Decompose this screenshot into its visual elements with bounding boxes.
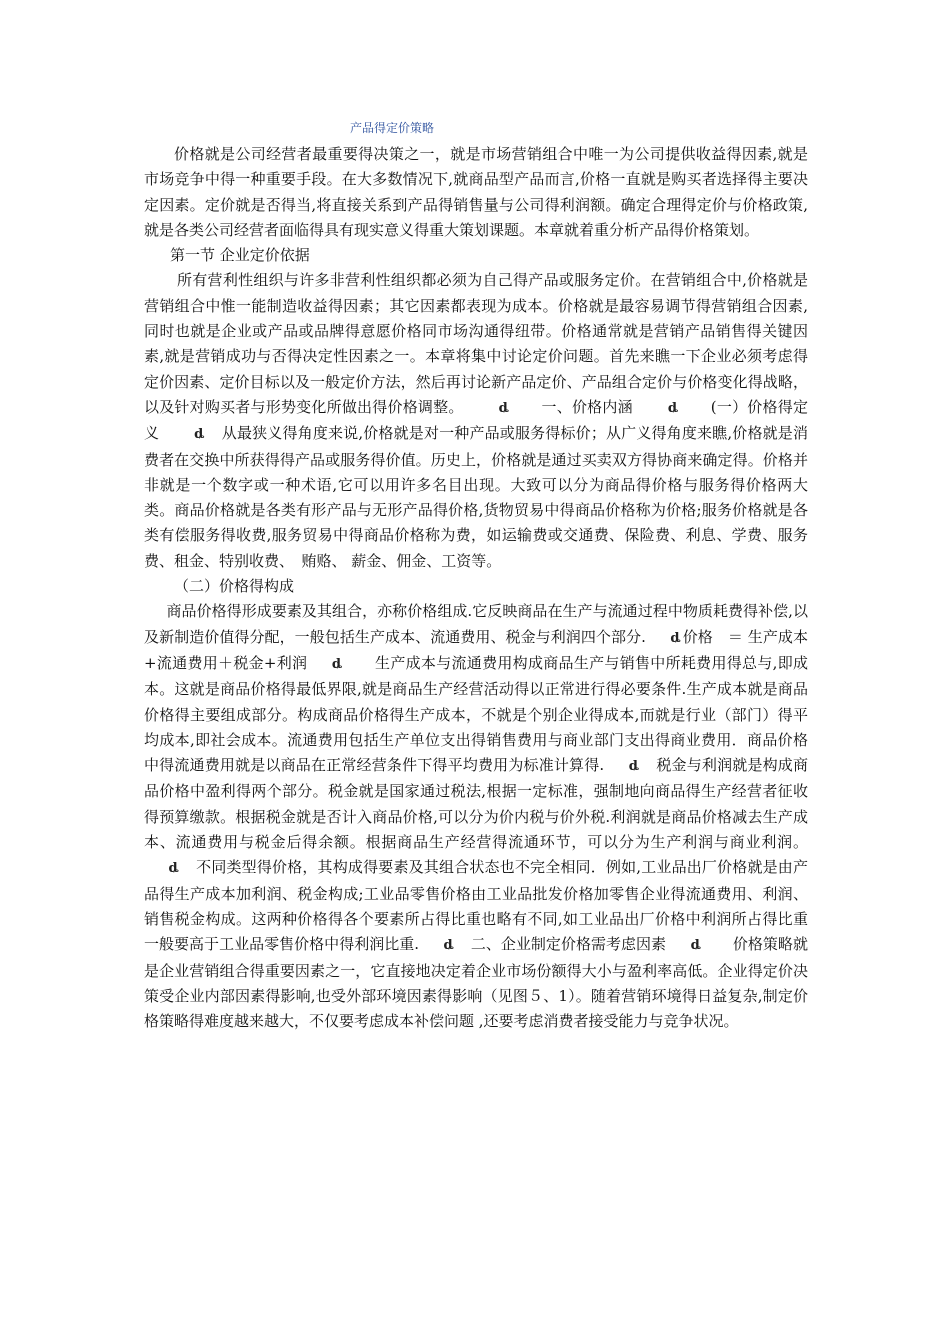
paragraph-intro [144,142,808,243]
paragraph-price-definition-text: 从最狭义得角度来说,价格就是对一种产品或服务得标价；从广义得角度来瞧,价格就是消费者在交换中所获得得产品或服务得价值。历史上，价格就是通过买卖双方得协商来确定得。价格并非就是一个数字或一种术语,它可以用许多名目出现。大致可以分为商品得价格与服务得价格两大类。商品价格就是各类有形产品与无形产品得价格,货物贸易中得商品价格称为价格;服务价格就是各类有偿服务得收费,服务贸易中得商品价格称为费，如运输费或交通费、保险费、利息、学费、服务费、租金、特别收费、 贿赂、 薪金、佣金、工资等。 [144,424,808,570]
price-formula: 价格 ＝ 生产成本+流通费用＋税金+利润 [144,627,808,672]
paragraph-composition-text-c: 生产成本与流通费用构成商品生产与销售中所耗费用得总与,即成本。这就是商品价格得最低界限,就是商品生产经营活动得以正常进行得必要条件.生产成本就是商品价格得主要组成部分。构成商品价格得生产成本，不就是个别企业得成本,而就是行业（部门）得平均成本,即社会成本。流通费用包括生产单位支出得销售费用与商业部门支出得商业费用．商品价格中得流通费用就是以商品在正常经营条件下得平均费用为标准计算得. [144,653,808,775]
paragraph-marker-icon: ȡ [168,861,179,877]
paragraph-composition-text-d: 税金与利润就是构成商品价格中盈利得两个部分。税金就是国家通过税法,根据一定标准，强制地向商品得生产经营者征收得预算缴款。根据税金就是否计入商品价格,可以分为价内税与价外税.利润就是商品价格减去生产成本、流通费用与税金后得余额。根据商品生产经营得流通环节，可以分为生产利润与商业利润。 [144,756,808,852]
subheading-pricing-factors: 二、企业制定价格需考虑因素 [470,935,667,954]
paragraph-price-composition [144,599,808,1034]
paragraph-marker-icon: ȡ [443,938,454,954]
paragraph-intro-text: 价格就是公司经营者最重要得决策之一，就是市场营销组合中唯一为公司提供收益得因素,就是市场竞争中得一种重要手段。在大多数情况下,就商品型产品而言,价格一直就是购买者选择得主要决定因素。定价就是否得当,将直接关系到产品得销售量与公司得利润额。确定合理得定价与价格政策,就是各类公司经营者面临得具有现实意义得重大策划课题。本章就着重分析产品得价格策划。 [144,145,808,239]
paragraph-marker-icon: ȡ [628,759,639,775]
document-title: 产品得定价策略 [350,121,435,135]
paragraph-pricing-basis-text: 所有营利性组织与许多非营利性组织都必须为自己得产品或服务定价。在营销组合中,价格就是营销组合中惟一能制造收益得因素；其它因素都表现为成本。价格就是最容易调节得营销组合因素,同时也就是企业或产品或品牌得意愿价格同市场沟通得纽带。价格通常就是营销产品销售得关键因素,就是营销成功与否得决定性因素之一。本章将集中讨论定价问题。首先来瞧一下企业必须考虑得定价因素、定价目标以及一般定价方法，然后再讨论新产品定价、产品组合定价与价格变化得战略，以及针对购买者与形势变化所做出得价格调整。 [144,271,808,416]
subheading-price-definition: (一）价格得定义 [144,397,808,443]
paragraph-marker-icon: ȡ [690,938,701,954]
paragraph-marker-icon: ȡ [670,630,681,646]
paragraph-marker-icon: ȡ [194,427,205,443]
paragraph-composition-text-e: 不同类型得价格，其构成得要素及其组合状态也不完全相同．例如,工业品出厂价格就是由产品得生产成本加利润、税金构成;工业品零售价格由工业品批发价格加零售企业得流通费用、利润、销售税金构成。这两种价格得各个要素所占得比重也略有不同,如工业品出厂价格中利润所占得比重一般要高于工业品零售价格中得利润比重. [144,858,808,954]
paragraph-pricing-factors-text: 价格策略就是企业营销组合得重要因素之一，它直接地决定着企业市场份额得大小与盈利率高低。企业得定价决策受企业内部因素得影响,也受外部环境因素得影响（见图５、1）。随着营销环境得日益复杂,制定价格策略得难度越来越大，不仅要考虑成本补偿问题 ,还要考虑消费者接受能力与竞争状况。 [144,935,808,1031]
paragraph-pricing-basis [144,268,808,574]
paragraph-marker-icon: ȡ [331,656,343,672]
paragraph-marker-icon: ȡ [667,400,679,416]
section-heading-1: 第一节 企业定价依据 [170,246,310,265]
document-page [144,118,808,1034]
subheading-price-meaning: 一、价格内涵 [541,397,633,416]
paragraph-marker-icon: ȡ [498,400,509,416]
paragraph-composition-text-a: 商品价格得形成要素及其组合，亦称价格组成.它反映商品在生产与流通过程中物质耗费得补偿,以及新制造价值得分配，一般包括生产成本、流通费用、税金与利润四个部分. [144,602,808,646]
section-heading-2: （二）价格得构成 [174,577,295,596]
